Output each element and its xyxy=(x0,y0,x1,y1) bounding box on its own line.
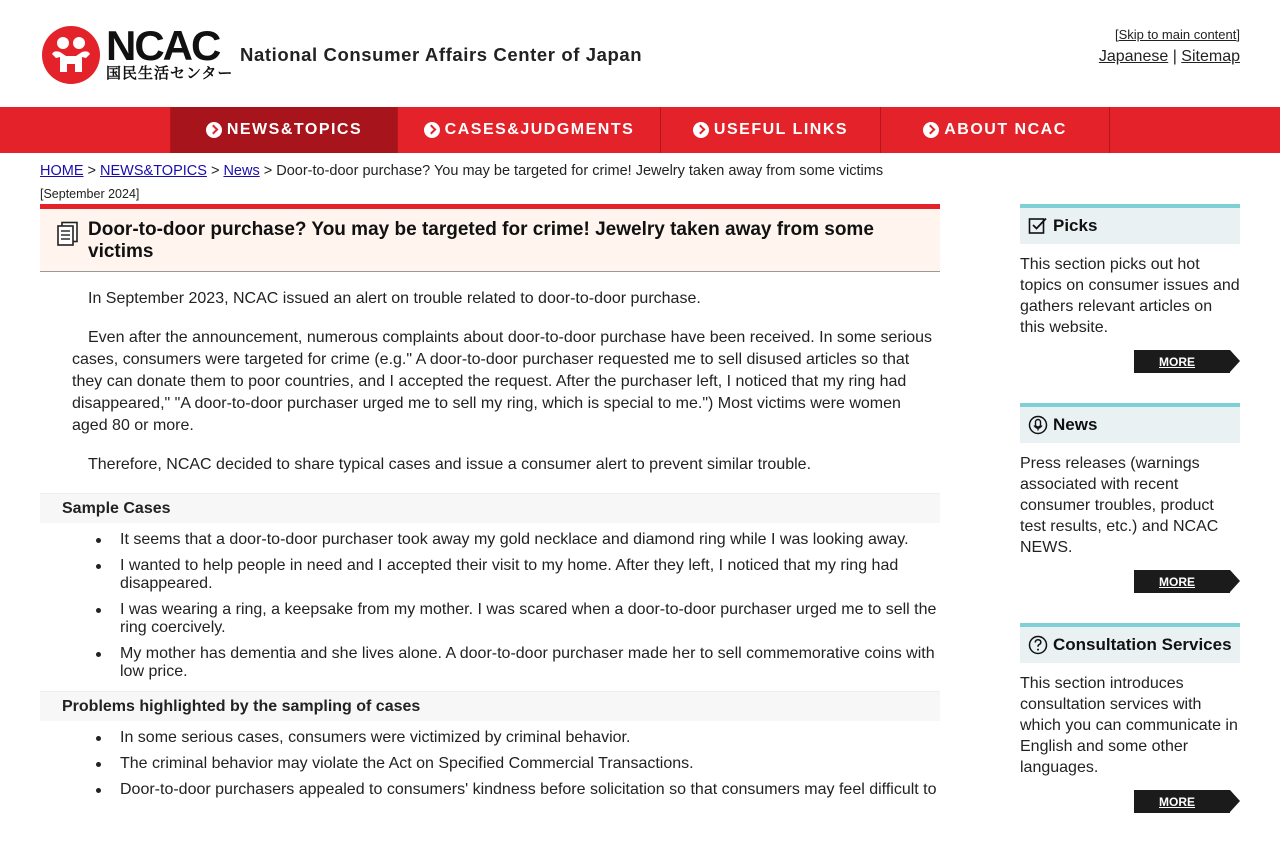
article-paragraph: Therefore, NCAC decided to share typical cases and issue a consumer alert to prevent similar trouble. xyxy=(88,456,812,473)
breadcrumb-news[interactable]: News xyxy=(223,163,260,179)
arrow-tip-icon xyxy=(1230,350,1240,372)
skip-to-main-link[interactable]: Skip to main content xyxy=(1118,27,1237,42)
sidebar-box-news xyxy=(1020,403,1240,593)
nav-cases-judgments[interactable] xyxy=(398,107,661,153)
breadcrumb-home[interactable]: HOME xyxy=(40,163,84,179)
list-item: The criminal behavior may violate the Act on Specified Commercial Transactions. xyxy=(120,755,940,773)
arrow-tip-icon xyxy=(1230,570,1240,592)
global-nav xyxy=(0,107,1280,153)
site-header xyxy=(0,0,1280,107)
breadcrumb-sep: > xyxy=(263,163,273,179)
chevron-right-icon xyxy=(206,122,222,138)
publication-date: [September 2024] xyxy=(40,187,140,201)
header-link-separator: | xyxy=(1172,48,1177,65)
sidebar-heading[interactable] xyxy=(1020,623,1240,663)
logo-japanese-name: 国民生活センター xyxy=(106,65,234,82)
sidebar-box-consultation xyxy=(1020,623,1240,813)
arrow-tip-icon xyxy=(1230,790,1240,812)
nav-label: ABOUT NCAC xyxy=(944,121,1067,138)
consultation-more-button[interactable]: MORE xyxy=(1134,790,1230,813)
nav-news-topics[interactable] xyxy=(171,107,398,153)
list-item: I was wearing a ring, a keepsake from my mother. I was scared when a door-to-door purchaser urged me to sell the ring coercively. xyxy=(120,601,940,637)
nav-about-ncac[interactable] xyxy=(881,107,1109,153)
list-item: My mother has dementia and she lives alone. A door-to-door purchaser made her to sell commemorative coins with low price. xyxy=(120,645,940,681)
main-content xyxy=(40,204,940,807)
article-paragraph: In September 2023, NCAC issued an alert on trouble related to door-to-door purchase. xyxy=(88,290,701,307)
skip-link-wrap: [Skip to main content] xyxy=(1114,27,1240,42)
picks-more-button[interactable]: MORE xyxy=(1134,350,1230,373)
sitemap-link[interactable]: Sitemap xyxy=(1181,48,1240,65)
article-title: Door-to-door purchase? You may be targeted for crime! Jewelry taken away from some victims xyxy=(88,219,874,262)
sidebar-heading[interactable] xyxy=(1020,204,1240,244)
breadcrumb xyxy=(40,163,883,179)
sidebar-heading-label: Consultation Services xyxy=(1053,635,1232,654)
sample-cases-list xyxy=(40,531,940,681)
breadcrumb-sep: > xyxy=(210,163,220,179)
chevron-right-icon xyxy=(923,122,939,138)
document-icon xyxy=(56,221,80,252)
list-item: Door-to-door purchasers appealed to consumers' kindness before solicitation so that consumers may feel difficult to xyxy=(120,781,940,799)
chevron-right-icon xyxy=(693,122,709,138)
section-heading-problems: Problems highlighted by the sampling of cases xyxy=(40,691,940,721)
news-more-button[interactable]: MORE xyxy=(1134,570,1230,593)
nav-label: NEWS&TOPICS xyxy=(226,121,363,138)
ncac-logo-icon xyxy=(42,26,100,84)
chevron-right-icon xyxy=(424,122,440,138)
nav-useful-links[interactable] xyxy=(661,107,881,153)
nav-label: CASES&JUDGMENTS xyxy=(444,121,635,138)
breadcrumb-current: Door-to-door purchase? You may be targeted for crime! Jewelry taken away from some victims xyxy=(276,163,884,179)
article-title-box xyxy=(40,204,940,272)
site-logo[interactable] xyxy=(42,22,234,84)
logo-wordmark: NCAC xyxy=(106,22,220,69)
sidebar-description: This section picks out hot topics on consumer issues and gathers relevant articles on this website. xyxy=(1020,256,1240,336)
japanese-link[interactable]: Japanese xyxy=(1098,48,1169,65)
sidebar-heading-label: News xyxy=(1053,415,1098,434)
microphone-icon xyxy=(1028,415,1048,435)
checkbox-icon xyxy=(1028,216,1048,236)
breadcrumb-news-topics[interactable]: NEWS&TOPICS xyxy=(100,163,207,179)
list-item: In some serious cases, consumers were victimized by criminal behavior. xyxy=(120,729,940,747)
list-item: I wanted to help people in need and I accepted their visit to my home. After they left, I noticed that my ring had disappeared. xyxy=(120,557,940,593)
header-links xyxy=(1099,48,1240,66)
nav-label: USEFUL LINKS xyxy=(713,121,849,138)
sidebar-heading[interactable] xyxy=(1020,403,1240,443)
problems-list xyxy=(40,729,940,799)
site-name: National Consumer Affairs Center of Japan xyxy=(240,44,643,65)
article-paragraph: Even after the announcement, numerous complaints about door-to-door purchase have been received. In some serious cases, consumers were targeted for crime (e.g." A door-to-door purchaser requested me to sell disused articles so that they can donate them to poor countries, and I accepted the request. After the purchaser left, I noticed that my ring had disappeared," "A door-to-door purchaser urged me to sell my ring, which is special to me.") Most victims were women aged 80 or more. xyxy=(72,329,933,434)
sidebar xyxy=(1020,204,1240,843)
sidebar-description: Press releases (warnings associated with recent consumer troubles, product test results, etc.) and NCAC NEWS. xyxy=(1020,455,1219,556)
list-item: It seems that a door-to-door purchaser took away my gold necklace and diamond ring while I was looking away. xyxy=(120,531,940,549)
breadcrumb-sep: > xyxy=(87,163,96,179)
sidebar-box-picks xyxy=(1020,204,1240,373)
question-icon xyxy=(1028,635,1048,655)
section-heading-sample-cases: Sample Cases xyxy=(40,493,940,523)
sidebar-heading-label: Picks xyxy=(1053,216,1098,235)
sidebar-description: This section introduces consultation services with which you can communicate in English and some other languages. xyxy=(1020,675,1238,776)
